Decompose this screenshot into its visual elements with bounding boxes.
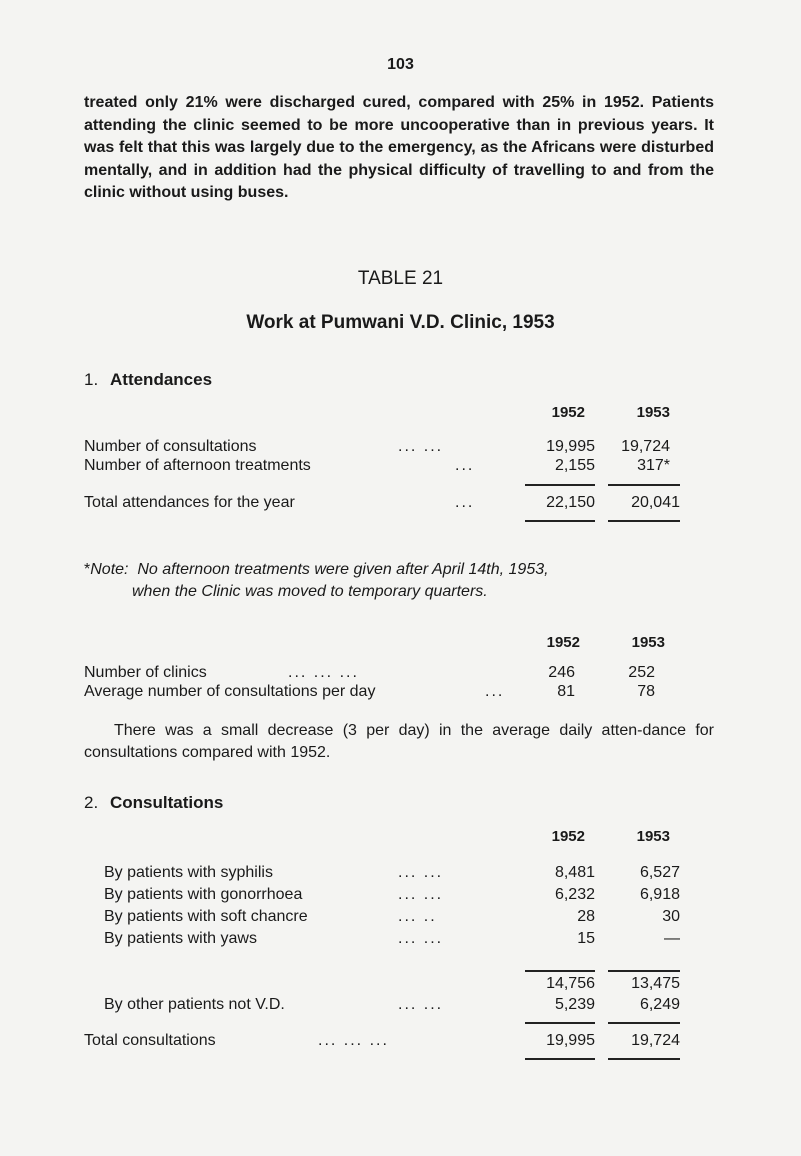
divider: [608, 970, 680, 972]
leader-dots: ... ...: [398, 886, 444, 903]
value-1953: —: [664, 930, 680, 947]
row-label: Number of clinics: [84, 664, 207, 681]
footnote: [84, 559, 724, 603]
section-heading-consultations: [84, 793, 223, 813]
divider: [608, 1058, 680, 1060]
value-1952: 246: [548, 664, 575, 681]
leader-dots: ... ... ...: [318, 1032, 389, 1049]
decrease-paragraph: There was a small decrease (3 per day) in the average daily atten-dance for consultations compared with 1952.: [84, 722, 714, 761]
leader-dots: ...: [485, 683, 505, 700]
value-1953: 6,527: [639, 864, 680, 881]
value-1952: 2,155: [554, 457, 595, 474]
divider: [525, 520, 595, 522]
subtotal-1952: 14,756: [546, 975, 595, 992]
leader-dots: ... ...: [398, 996, 444, 1013]
divider: [525, 1022, 595, 1024]
total-1952: 19,995: [546, 1032, 595, 1049]
row-label: Average number of consultations per day: [84, 683, 376, 700]
row-label: By patients with syphilis: [104, 864, 273, 881]
page-number: 103: [387, 56, 414, 73]
total-label: Total consultations: [84, 1032, 216, 1049]
row-label: By other patients not V.D.: [104, 996, 285, 1013]
total-label: Total attendances for the year: [84, 494, 295, 511]
row-label: By patients with gonorrhoea: [104, 886, 303, 903]
row-label: Number of consultations: [84, 438, 257, 455]
value-1953: 6,249: [639, 996, 680, 1013]
row-label: By patients with soft chancre: [104, 908, 308, 925]
table-subtitle: Work at Pumwani V.D. Clinic, 1953: [246, 312, 555, 333]
value-1952: 28: [577, 908, 595, 925]
col-header-1952: 1952: [551, 404, 585, 421]
value-1952: 5,239: [554, 996, 595, 1013]
divider: [608, 1022, 680, 1024]
value-1952: 8,481: [554, 864, 595, 881]
row-label: Number of afternoon treatments: [84, 457, 311, 474]
subtotal-1953: 13,475: [631, 975, 680, 992]
footnote-label: Note:: [90, 561, 129, 578]
value-1953: 19,724: [621, 438, 670, 455]
leader-dots: ... ..: [398, 908, 437, 925]
section-number: 1.: [84, 370, 99, 389]
leader-dots: ... ...: [398, 930, 444, 947]
section-title: Consultations: [110, 793, 224, 812]
value-1952: 15: [577, 930, 595, 947]
footnote-star: *: [84, 561, 91, 578]
value-1952: 6,232: [554, 886, 595, 903]
value-1953: 252: [628, 664, 655, 681]
row-label: By patients with yaws: [104, 930, 257, 947]
divider: [525, 970, 595, 972]
leader-dots: ... ... ...: [288, 664, 359, 681]
leader-dots: ...: [455, 494, 475, 511]
value-1952: 19,995: [546, 438, 595, 455]
divider: [608, 484, 680, 486]
footnote-line-2: when the Clinic was moved to temporary quarters.: [132, 583, 488, 600]
value-1953: 6,918: [639, 886, 680, 903]
leader-dots: ... ...: [398, 864, 444, 881]
leader-dots: ... ...: [398, 438, 444, 455]
divider: [608, 520, 680, 522]
total-1953: 20,041: [631, 494, 680, 511]
footnote-line-1: No afternoon treatments were given after April 14th, 1953,: [137, 561, 549, 578]
col-header-1953: 1953: [631, 634, 665, 651]
total-1952: 22,150: [546, 494, 595, 511]
table-title: TABLE 21: [357, 268, 444, 289]
section-heading-attendances: [84, 370, 212, 390]
divider: [525, 1058, 595, 1060]
value-1953: 78: [637, 683, 655, 700]
value-1953: 317*: [637, 457, 670, 474]
section-number: 2.: [84, 793, 99, 812]
intro-paragraph: treated only 21% were discharged cured, compared with 25% in 1952. Patients attending the clinic seemed to be more uncooperative than in previous years. It was felt that this was largely due to the emergency, as the Africans were disturbed mentally, and in addition had the physical difficulty of travelling to and from the clinic without using buses.: [84, 94, 714, 201]
col-header-1952: 1952: [546, 634, 580, 651]
col-header-1953: 1953: [636, 828, 670, 845]
value-1952: 81: [557, 683, 575, 700]
leader-dots: ...: [455, 457, 475, 474]
value-1953: 30: [662, 908, 680, 925]
col-header-1953: 1953: [636, 404, 670, 421]
col-header-1952: 1952: [551, 828, 585, 845]
divider: [525, 484, 595, 486]
total-1953: 19,724: [631, 1032, 680, 1049]
section-title: Attendances: [110, 370, 213, 389]
